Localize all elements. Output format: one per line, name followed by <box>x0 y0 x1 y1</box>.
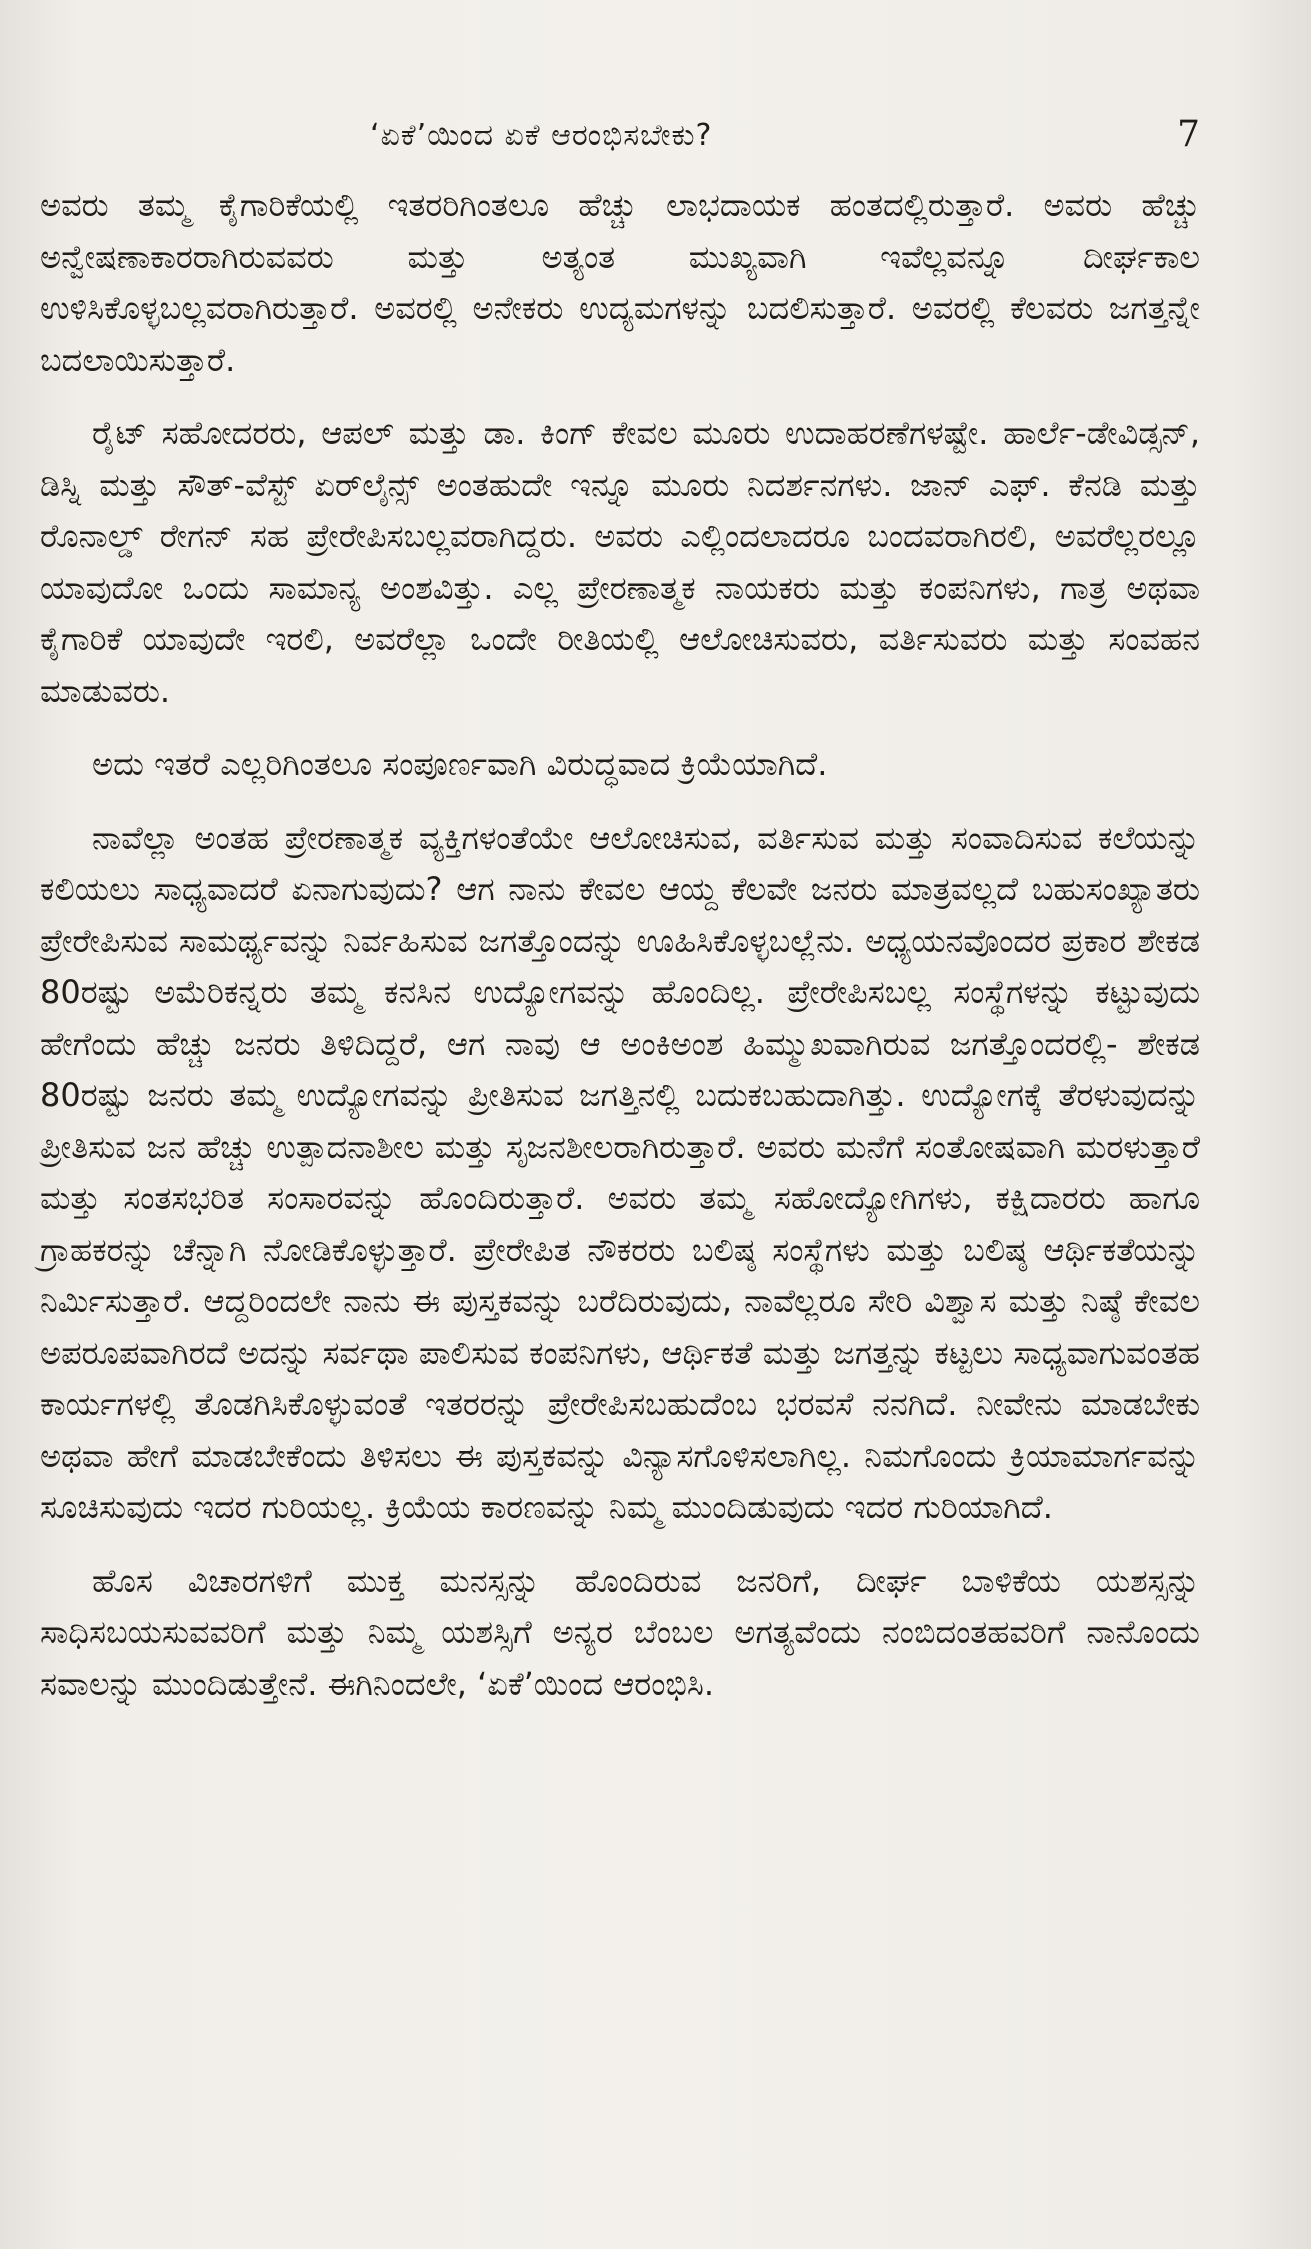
paragraph-5: ಹೊಸ ವಿಚಾರಗಳಿಗೆ ಮುಕ್ತ ಮನಸ್ಸನ್ನು ಹೊಂದಿರುವ ಜನರಿಗೆ, ದೀರ್ಘ ಬಾಳಿಕೆಯ ಯಶಸ್ಸನ್ನು ಸಾಧಿಸಬಯಸುವವರಿಗೆ ಮತ್ತು ನಿಮ್ಮ ಯಶಸ್ಸಿಗೆ ಅನ್ಯರ ಬೆಂಬಲ ಅಗತ್ಯವೆಂದು ನಂಬಿದಂತಹವರಿಗೆ ನಾನೊಂದು ಸವಾಲನ್ನು ಮುಂದಿಡುತ್ತೇನೆ. ಈಗಿನಿಂದಲೇ, ‘ಏಕೆ’ಯಿಂದ ಆರಂಭಿಸಿ. <box>40 1561 1200 1703</box>
body-text <box>40 180 1200 1732</box>
paragraph-1: ಅವರು ತಮ್ಮ ಕೈಗಾರಿಕೆಯಲ್ಲಿ ಇತರರಿಗಿಂತಲೂ ಹೆಚ್ಚು ಲಾಭದಾಯಕ ಹಂತದಲ್ಲಿರುತ್ತಾರೆ. ಅವರು ಹೆಚ್ಚು ಅನ್ವೇಷಣಾಕಾರರಾಗಿರುವವರು ಮತ್ತು ಅತ್ಯಂತ ಮುಖ್ಯವಾಗಿ ಇವೆಲ್ಲವನ್ನೂ ದೀರ್ಘಕಾಲ ಉಳಿಸಿಕೊಳ್ಳಬಲ್ಲವರಾಗಿರುತ್ತಾರೆ. ಅವರಲ್ಲಿ ಅನೇಕರು ಉದ್ಯಮಗಳನ್ನು ಬದಲಿಸುತ್ತಾರೆ. ಅವರಲ್ಲಿ ಕೆಲವರು ಜಗತ್ತನ್ನೇ ಬದಲಾಯಿಸುತ್ತಾರೆ. <box>40 186 1200 379</box>
running-title: ‘ಏಕೆ’ಯಿಂದ ಏಕೆ ಆರಂಭಿಸಬೇಕು? <box>370 118 713 153</box>
paragraph-3: ಅದು ಇತರೆ ಎಲ್ಲರಿಗಿಂತಲೂ ಸಂಪೂರ್ಣವಾಗಿ ವಿರುದ್ಧವಾದ ಕ್ರಿಯೆಯಾಗಿದೆ. <box>92 745 828 783</box>
page-number: 7 <box>1177 114 1200 155</box>
running-header <box>40 114 1200 158</box>
paragraph-4: ನಾವೆಲ್ಲಾ ಅಂತಹ ಪ್ರೇರಣಾತ್ಮಕ ವ್ಯಕ್ತಿಗಳಂತೆಯೇ ಆಲೋಚಿಸುವ, ವರ್ತಿಸುವ ಮತ್ತು ಸಂವಾದಿಸುವ ಕಲೆಯನ್ನು ಕಲಿಯಲು ಸಾಧ್ಯವಾದರೆ ಏನಾಗುವುದು? ಆಗ ನಾನು ಕೇವಲ ಆಯ್ದ ಕೆಲವೇ ಜನರು ಮಾತ್ರವಲ್ಲದೆ ಬಹುಸಂಖ್ಯಾತರು ಪ್ರೇರೇಪಿಸುವ ಸಾಮರ್ಥ್ಯವನ್ನು ನಿರ್ವಹಿಸುವ ಜಗತ್ತೊಂದನ್ನು ಊಹಿಸಿಕೊಳ್ಳಬಲ್ಲೆನು. ಅಧ್ಯಯನವೊಂದರ ಪ್ರಕಾರ ಶೇಕಡ 80ರಷ್ಟು ಅಮೆರಿಕನ್ನರು ತಮ್ಮ ಕನಸಿನ ಉದ್ಯೋಗವನ್ನು ಹೊಂದಿಲ್ಲ. ಪ್ರೇರೇಪಿಸಬಲ್ಲ ಸಂಸ್ಥೆಗಳನ್ನು ಕಟ್ಟುವುದು ಹೇಗೆಂದು ಹೆಚ್ಚು ಜನರು ತಿಳಿದಿದ್ದರೆ, ಆಗ ನಾವು ಆ ಅಂಕಿಅಂಶ ಹಿಮ್ಮುಖವಾಗಿರುವ ಜಗತ್ತೊಂದರಲ್ಲಿ- ಶೇಕಡ 80ರಷ್ಟು ಜನರು ತಮ್ಮ ಉದ್ಯೋಗವನ್ನು ಪ್ರೀತಿಸುವ ಜಗತ್ತಿನಲ್ಲಿ ಬದುಕಬಹುದಾಗಿತ್ತು. ಉದ್ಯೋಗಕ್ಕೆ ತೆರಳುವುದನ್ನು ಪ್ರೀತಿಸುವ ಜನ ಹೆಚ್ಚು ಉತ್ಪಾದನಾಶೀಲ ಮತ್ತು ಸೃಜನಶೀಲರಾಗಿರುತ್ತಾರೆ. ಅವರು ಮನೆಗೆ ಸಂತೋಷವಾಗಿ ಮರಳುತ್ತಾರೆ ಮತ್ತು ಸಂತಸಭರಿತ ಸಂಸಾರವನ್ನು ಹೊಂದಿರುತ್ತಾರೆ. ಅವರು ತಮ್ಮ ಸಹೋದ್ಯೋಗಿಗಳು, ಕಕ್ಷಿದಾರರು ಹಾಗೂ ಗ್ರಾಹಕರನ್ನು ಚೆನ್ನಾಗಿ ನೋಡಿಕೊಳ್ಳುತ್ತಾರೆ. ಪ್ರೇರೇಪಿತ ನೌಕರರು ಬಲಿಷ್ಠ ಸಂಸ್ಥೆಗಳು ಮತ್ತು ಬಲಿಷ್ಠ ಆರ್ಥಿಕತೆಯನ್ನು ನಿರ್ಮಿಸುತ್ತಾರೆ. ಆದ್ದರಿಂದಲೇ ನಾನು ಈ ಪುಸ್ತಕವನ್ನು ಬರೆದಿರುವುದು, ನಾವೆಲ್ಲರೂ ಸೇರಿ ವಿಶ್ವಾಸ ಮತ್ತು ನಿಷ್ಠೆ ಕೇವಲ ಅಪರೂಪವಾಗಿರದೆ ಅದನ್ನು ಸರ್ವಥಾ ಪಾಲಿಸುವ ಕಂಪನಿಗಳು, ಆರ್ಥಿಕತೆ ಮತ್ತು ಜಗತ್ತನ್ನು ಕಟ್ಟಲು ಸಾಧ್ಯವಾಗುವಂತಹ ಕಾರ್ಯಗಳಲ್ಲಿ ತೊಡಗಿಸಿಕೊಳ್ಳುವಂತೆ ಇತರರನ್ನು ಪ್ರೇರೇಪಿಸಬಹುದೆಂಬ ಭರವಸೆ ನನಗಿದೆ. ನೀವೇನು ಮಾಡಬೇಕು ಅಥವಾ ಹೇಗೆ ಮಾಡಬೇಕೆಂದು ತಿಳಿಸಲು ಈ ಪುಸ್ತಕವನ್ನು ವಿನ್ಯಾಸಗೊಳಿಸಲಾಗಿಲ್ಲ. ನಿಮಗೊಂದು ಕ್ರಿಯಾಮಾರ್ಗವನ್ನು ಸೂಚಿಸುವುದು ಇದರ ಗುರಿಯಲ್ಲ. ಕ್ರಿಯೆಯ ಕಾರಣವನ್ನು ನಿಮ್ಮ ಮುಂದಿಡುವುದು ಇದರ ಗುರಿಯಾಗಿದೆ. <box>40 818 1200 1526</box>
paragraph-2: ರೈಟ್ ಸಹೋದರರು, ಆಪಲ್ ಮತ್ತು ಡಾ. ಕಿಂಗ್ ಕೇವಲ ಮೂರು ಉದಾಹರಣೆಗಳಷ್ಟೇ. ಹಾರ್ಲೆ-ಡೇವಿಡ್ಸನ್, ಡಿಸ್ನಿ ಮತ್ತು ಸೌತ್-ವೆಸ್ಟ್ ಏರ್‌ಲೈನ್ಸ್ ಅಂತಹುದೇ ಇನ್ನೂ ಮೂರು ನಿದರ್ಶನಗಳು. ಜಾನ್ ಎಫ್. ಕೆನಡಿ ಮತ್ತು ರೊನಾಲ್ಡ್ ರೇಗನ್ ಸಹ ಪ್ರೇರೇಪಿಸಬಲ್ಲವರಾಗಿದ್ದರು. ಅವರು ಎಲ್ಲಿಂದಲಾದರೂ ಬಂದವರಾಗಿರಲಿ, ಅವರೆಲ್ಲರಲ್ಲೂ ಯಾವುದೋ ಒಂದು ಸಾಮಾನ್ಯ ಅಂಶವಿತ್ತು. ಎಲ್ಲ ಪ್ರೇರಣಾತ್ಮಕ ನಾಯಕರು ಮತ್ತು ಕಂಪನಿಗಳು, ಗಾತ್ರ ಅಥವಾ ಕೈಗಾರಿಕೆ ಯಾವುದೇ ಇರಲಿ, ಅವರೆಲ್ಲಾ ಒಂದೇ ರೀತಿಯಲ್ಲಿ ಆಲೋಚಿಸುವರು, ವರ್ತಿಸುವರು ಮತ್ತು ಸಂವಹನ ಮಾಡುವರು. <box>40 414 1200 710</box>
